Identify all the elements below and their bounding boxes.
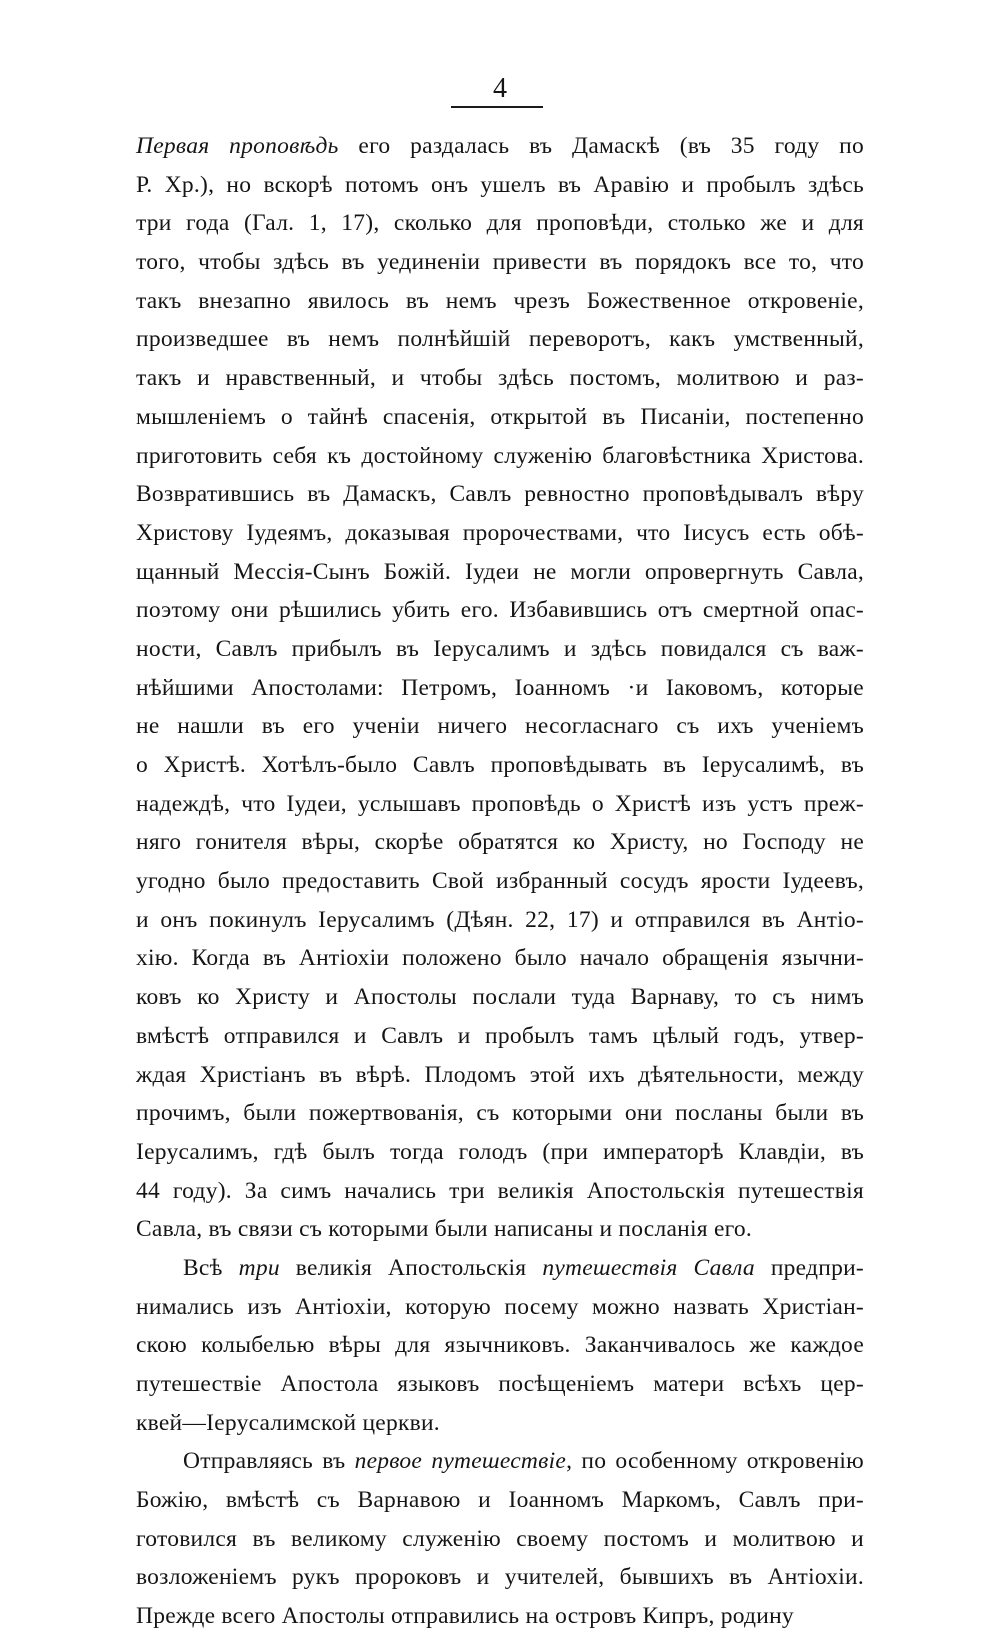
text-run: не нашли въ его ученіи ничего несогласнаго съ ихъ ученіемъ — [136, 713, 864, 740]
text-line — [136, 1442, 864, 1481]
text-line — [136, 553, 864, 592]
text-line — [136, 746, 864, 785]
italic-text: путешествія Савла — [542, 1254, 755, 1281]
text-line — [136, 669, 864, 708]
body-text — [136, 127, 864, 1636]
text-run: великія Апостольскія — [279, 1254, 543, 1281]
text-line — [136, 823, 864, 862]
text-line — [136, 1056, 864, 1095]
text-run: поэтому они рѣшились убить его. Избавившись отъ смертной опас- — [136, 597, 864, 624]
text-run: возложеніемъ рукъ пророковъ и учителей, бывшихъ въ Антіохіи. — [136, 1564, 864, 1591]
text-line — [136, 1597, 864, 1636]
text-run: щанный Мессія-Сынъ Божій. Іудеи не могли опровергнуть Савла, — [136, 558, 864, 585]
text-line — [136, 1210, 864, 1249]
text-line — [136, 901, 864, 940]
text-run: Р. Хр.), но вскорѣ потомъ онъ ушелъ въ Аравію и пробылъ здѣсь — [136, 171, 864, 198]
text-run: Іерусалимъ, гдѣ былъ тогда голодъ (при императорѣ Клавдіи, въ — [136, 1138, 864, 1165]
italic-text: первое путешествіе — [354, 1448, 567, 1475]
text-run: нимались изъ Антіохіи, которую посему можно назвать Христіан- — [136, 1293, 864, 1320]
text-run: ности, Савлъ прибылъ въ Іерусалимъ и здѣсь повидался съ важ- — [136, 635, 864, 662]
text-line — [136, 243, 864, 282]
text-run: прочимъ, были пожертвованія, съ которыми они посланы были въ — [136, 1100, 864, 1127]
text-line — [136, 398, 864, 437]
text-line — [136, 1172, 864, 1211]
text-line — [136, 630, 864, 669]
text-run: Савла, въ связи съ которыми были написаны и посланія его. — [136, 1216, 753, 1243]
text-run: Возвратившись въ Дамаскъ, Савлъ ревностно проповѣдывалъ вѣру — [136, 481, 864, 508]
text-line — [136, 1481, 864, 1520]
text-run: ждая Христіанъ въ вѣрѣ. Плодомъ этой ихъ дѣятельности, между — [136, 1061, 864, 1088]
paragraph — [136, 1442, 864, 1635]
text-run: готовился въ великому служенію своему постомъ и молитвою и — [136, 1525, 864, 1552]
text-run: Прежде всего Апостолы отправились на островъ Кипръ, родину — [136, 1603, 794, 1630]
text-run: Отправляясь въ — [183, 1448, 355, 1475]
text-line — [136, 939, 864, 978]
text-run: ковъ ко Христу и Апостолы послали туда Варнаву, то съ нимъ — [136, 984, 864, 1011]
text-run: квей—Іерусалимской церкви. — [136, 1409, 440, 1436]
paragraph — [136, 127, 864, 1249]
text-line — [136, 707, 864, 746]
text-line — [136, 437, 864, 476]
text-run: такъ и нравственный, и чтобы здѣсь постомъ, молитвою и раз- — [136, 365, 864, 392]
text-run: 44 году). За симъ начались три великія Апостольскія путешествія — [136, 1177, 864, 1204]
text-line — [136, 204, 864, 243]
text-run: его раздалась въ Дамаскѣ (въ 35 году по — [338, 133, 864, 159]
paragraph — [136, 1249, 864, 1442]
text-run: Всѣ — [183, 1254, 239, 1281]
text-run: , по особенному откровенію — [566, 1448, 864, 1475]
text-run: хію. Когда въ Антіохіи положено было начало обращенія язычни- — [136, 945, 864, 972]
text-run: путешествіе Апостола языковъ посѣщеніемъ матери всѣхъ цер- — [136, 1371, 864, 1397]
text-run: три года (Гал. 1, 17), сколько для проповѣди, столько же и для — [136, 210, 864, 237]
text-run: надеждѣ, что Іудеи, услышавъ проповѣдь о Христѣ изъ устъ преж- — [136, 790, 864, 817]
text-run: мышленіемъ о тайнѣ спасенія, открытой въ Писаніи, постепенно — [136, 403, 864, 430]
text-line — [136, 359, 864, 398]
text-line — [136, 320, 864, 359]
text-run: приготовить себя къ достойному служенію благовѣстника Христова. — [136, 442, 864, 469]
text-line — [136, 1094, 864, 1133]
text-line — [136, 862, 864, 901]
text-run: скою колыбелью вѣры для язычниковъ. Заканчивалось же каждое — [136, 1332, 864, 1359]
text-line — [136, 591, 864, 630]
italic-text: Первая проповѣдь — [136, 133, 339, 159]
text-line — [136, 1404, 864, 1443]
text-line — [136, 1365, 864, 1404]
text-run: Христову Іудеямъ, доказывая пророчествами, что Іисусъ есть обѣ- — [136, 519, 864, 546]
text-run: такъ внезапно явилось въ немъ чрезъ Божественное откровеніе, — [136, 287, 864, 314]
page-number: 4 — [493, 73, 507, 104]
text-line — [136, 1133, 864, 1172]
text-line — [136, 1326, 864, 1365]
text-run: того, чтобы здѣсь въ уединеніи привести въ порядокъ все то, что — [136, 249, 864, 276]
text-line — [136, 127, 864, 166]
text-run: о Христѣ. Хотѣлъ-было Савлъ проповѣдывать въ Іерусалимѣ, въ — [136, 752, 864, 778]
text-line — [136, 166, 864, 205]
text-line — [136, 475, 864, 514]
text-line — [136, 1017, 864, 1056]
italic-text: три — [238, 1254, 280, 1281]
text-line — [136, 1520, 864, 1559]
page-number-rule — [451, 106, 543, 108]
text-line — [136, 785, 864, 824]
text-run: предпри- — [754, 1254, 864, 1281]
text-run: и онъ покинулъ Іерусалимъ (Дѣян. 22, 17) и отправился въ Антіо- — [136, 906, 864, 933]
text-run: Божію, вмѣстѣ съ Варнавою и Іоанномъ Маркомъ, Савлъ при- — [136, 1487, 864, 1514]
text-line — [136, 1288, 864, 1327]
text-run: угодно было предоставить Свой избранный сосудъ ярости Іудеевъ, — [136, 868, 864, 895]
text-line — [136, 1249, 864, 1288]
text-run: нѣйшими Апостолами: Петромъ, Іоанномъ ·и Іаковомъ, которые — [136, 674, 864, 701]
text-line — [136, 1558, 864, 1597]
text-line — [136, 978, 864, 1017]
text-line — [136, 282, 864, 321]
text-run: няго гонителя вѣры, скорѣе обратятся ко Христу, но Господу не — [136, 829, 864, 856]
text-line — [136, 514, 864, 553]
text-run: произведшее въ немъ полнѣйшій переворотъ, какъ умственный, — [136, 326, 864, 353]
text-run: вмѣстѣ отправился и Савлъ и пробылъ тамъ цѣлый годъ, утвер- — [136, 1022, 864, 1049]
